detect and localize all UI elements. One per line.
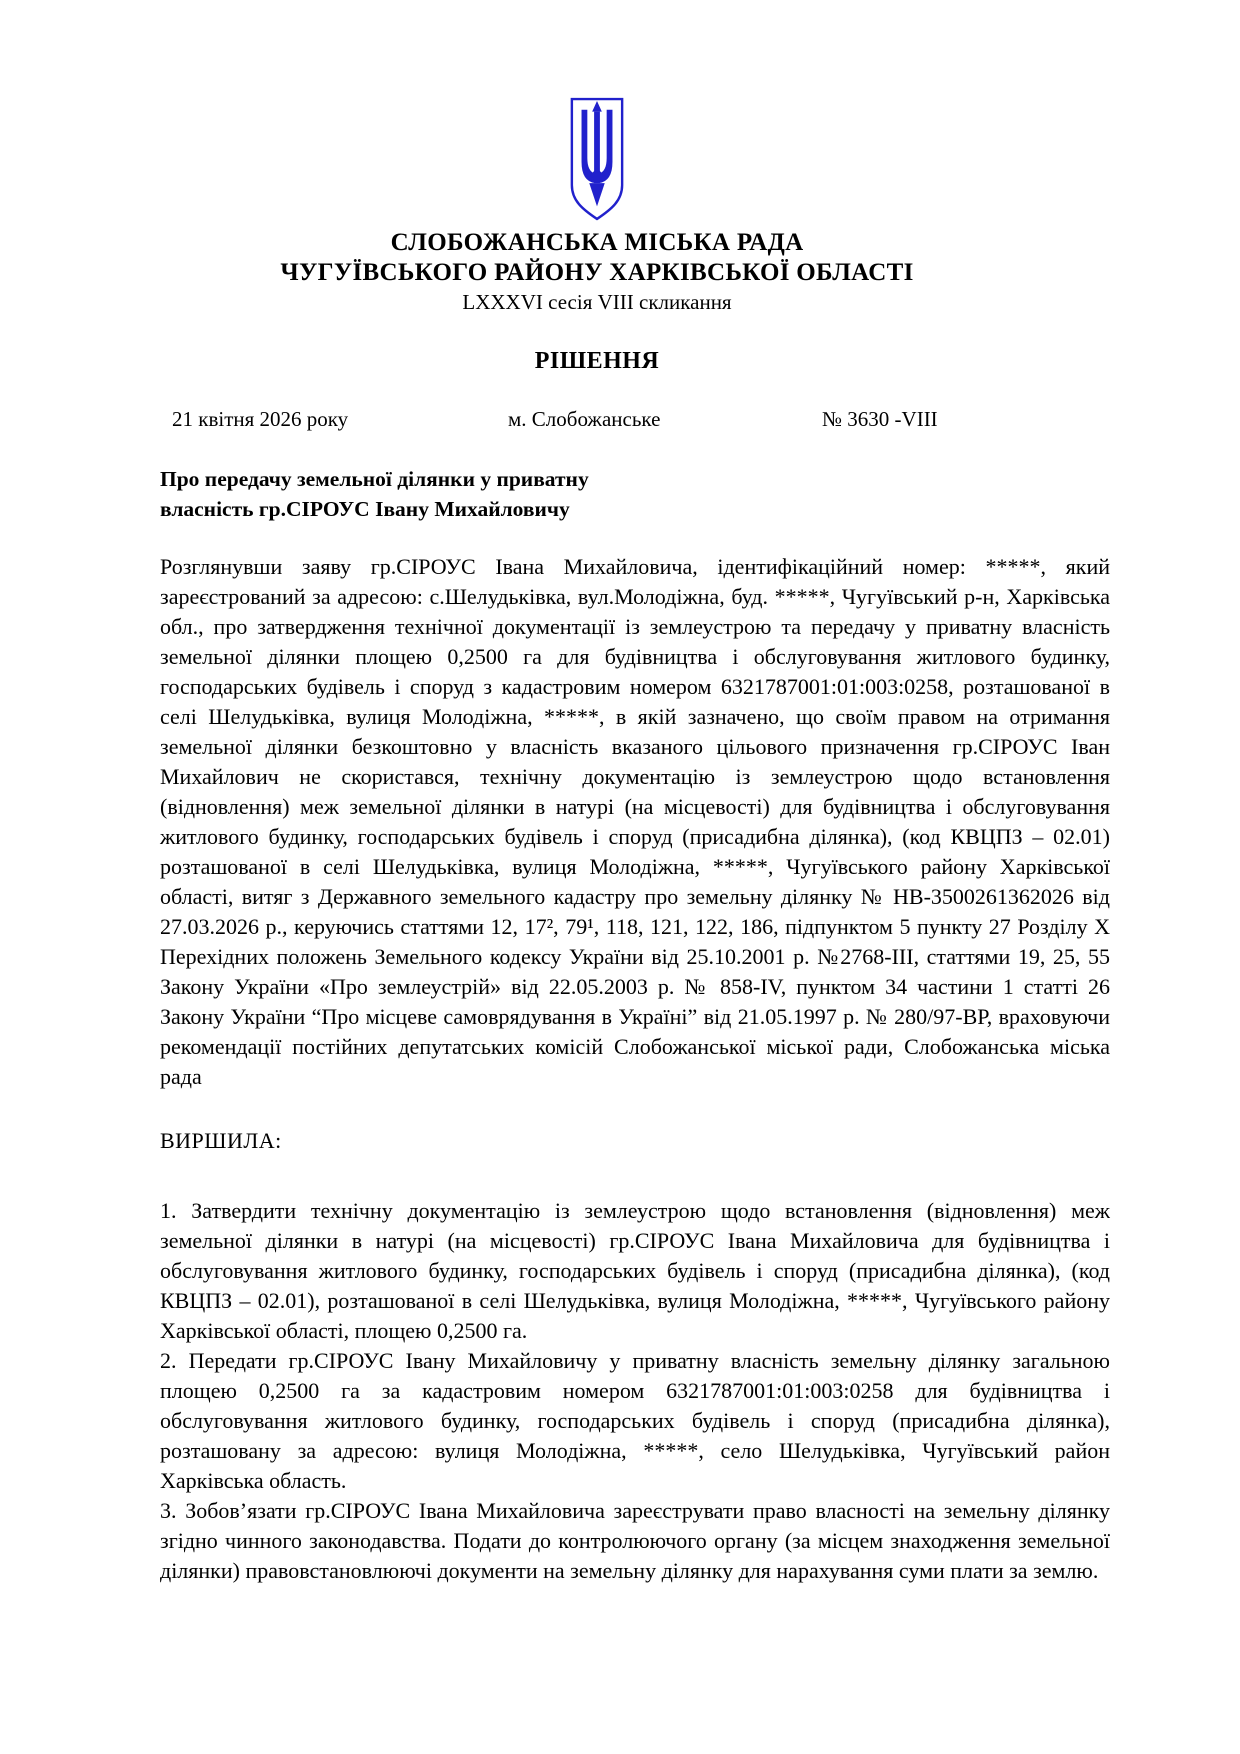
preamble-paragraph: Розглянувши заяву гр.СІРОУС Івана Михайловича, ідентифікаційний номер: *****, який зареєстрований за адресою: с.Шелудьківка, вул.Молодіжна, буд. *****, Чугуївський р-н, Харківська обл., про затвердження технічної документації із землеустрою та передачу у приватну власність земельної ділянки площею 0,2500 га для будівництва і обслуговування житлового будинку, господарських будівель і споруд з кадастровим номером 6321787001:01:003:0258, розташованої в селі Шелудьківка, вулиця Молодіжна, *****, в якій зазначено, що своїм правом на отримання земельної ділянки безкоштовно у власність вказаного цільового призначення гр.СІРОУС Іван Михайлович не скористався, технічну документацію із землеустрою щодо встановлення (відновлення) меж земельної ділянки в натурі (на місцевості) для будівництва і обслуговування житлового будинку, господарських будівель і споруд (присадибна ділянка), (код КВЦПЗ – 02.01) розташованої в селі Шелудьківка, вулиця Молодіжна, *****, Чугуївського району Харківської області, витяг з Державного земельного кадастру про земельну ділянку № НВ-3500261362026 від 27.03.2026 р., керуючись статтями 12, 17², 79¹, 118, 121, 122, 186, підпунктом 5 пункту 27 Розділу X Перехідних положень Земельного кодексу України від 25.10.2001 р. №2768-ІІІ, статтями 19, 25, 55 Закону України «Про землеустрій» від 22.05.2003 р. № 858-IV, пунктом 34 частини 1 статті 26 Закону України “Про місцеве самоврядування в Україні” від 21.05.1997 р. № 280/97-ВР, враховуючи рекомендації постійних депутатських комісій Слобожанської міської ради, Слобожанська міська рада	[160, 554, 1110, 1089]
meta-row	[160, 404, 1110, 434]
document-header	[160, 96, 1034, 376]
org-name-line1: СЛОБОЖАНСЬКА МІСЬКА РАДА	[390, 229, 804, 256]
resolution-item-2: 2. Передати гр.СІРОУС Івану Михайловичу у приватну власність земельну ділянку загальною площею 0,2500 га за кадастровим номером 6321787001:01:003:0258 для будівництва і обслуговування житлового будинку, господарських будівель і споруд (присадибна ділянка), розташовану за адресою: вулиця Молодіжна, *****, село Шелудьківка, Чугуївський район Харківська область.	[160, 1348, 1110, 1493]
resolution-item-3: 3. Зобов’язати гр.СІРОУС Івана Михайловича зареєструвати право власності на земельну ділянку згідно чинного законодавства. Подати до контролюючого органу (за місцем знаходження земельної ділянки) правовстановлюючі документи на земельну ділянку для нарахування суми плати за землю.	[160, 1498, 1110, 1583]
resolved-heading: ВИРШИЛА:	[160, 1128, 282, 1153]
document-type-heading: РІШЕННЯ	[534, 348, 660, 374]
decision-number: № 3630 -VIII	[822, 407, 938, 431]
resolution-item-1: 1. Затвердити технічну документацію із землеустрою щодо встановлення (відновлення) меж земельної ділянки в натурі (на місцевості) гр.СІРОУС Івана Михайловича для будівництва і обслуговування житлового будинку, господарських будівель і споруд (присадибна ділянка), (код КВЦПЗ – 02.01), розташованої в селі Шелудьківка, вулиця Молодіжна, *****, Чугуївського району Харківської області, площею 0,2500 га.	[160, 1198, 1110, 1343]
trident-icon	[568, 96, 626, 222]
org-name-line2: ЧУГУЇВСЬКОГО РАЙОНУ ХАРКІВСЬКОЇ ОБЛАСТІ	[280, 259, 914, 286]
subject-title	[160, 464, 1110, 524]
decision-date: 21 квітня 2026 року	[172, 407, 349, 431]
session-line: LXXXVI сесія VIII скликання	[462, 290, 732, 314]
subject-title-line2: власність гр.СІРОУС Івану Михайловичу	[160, 497, 570, 521]
decision-place: м. Слобожанське	[508, 407, 661, 431]
subject-title-line1: Про передачу земельної ділянки у приватну	[160, 467, 589, 491]
